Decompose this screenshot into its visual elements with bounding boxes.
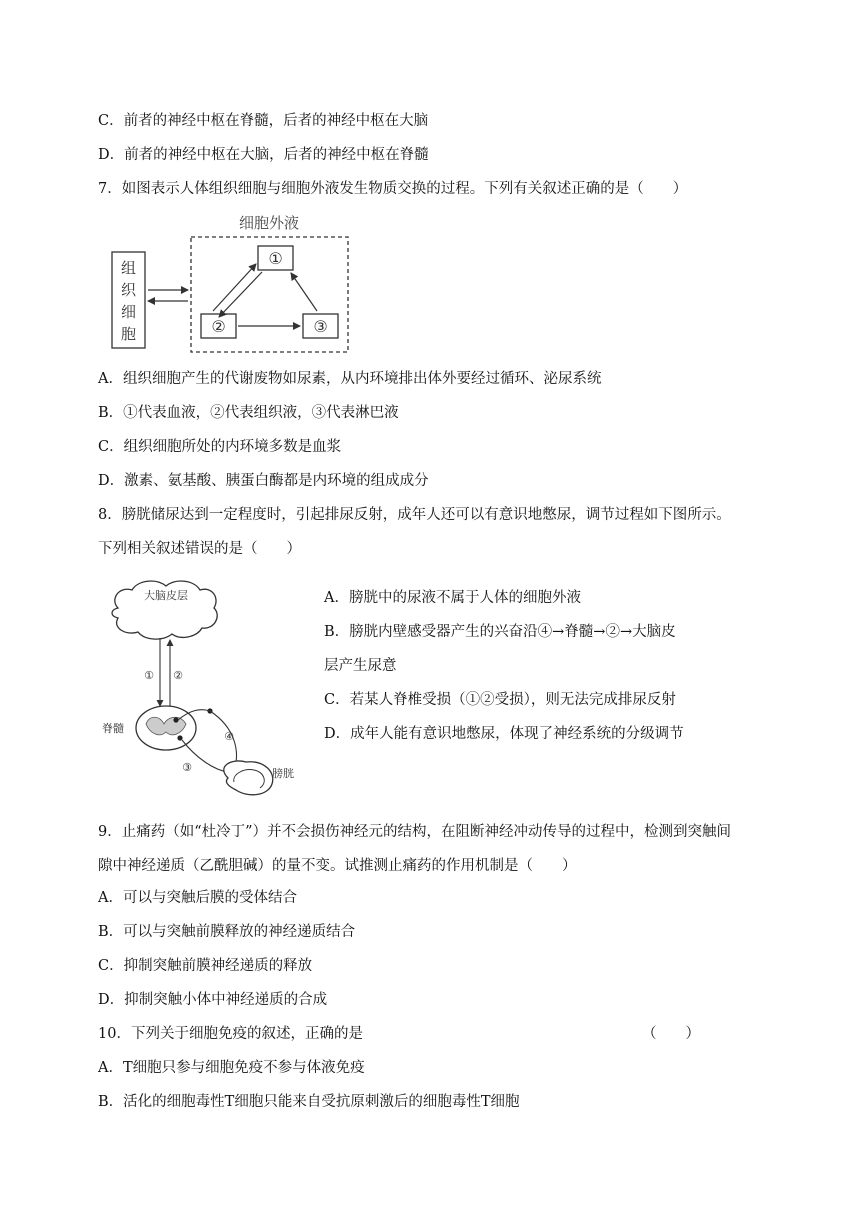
q8-option-d: D．成年人能有意识地憋尿，体现了神经系统的分级调节 <box>324 726 684 742</box>
q8-stem-line2: 下列相关叙述错误的是（ ） <box>98 541 301 557</box>
q9-stem-line2: 隙中神经递质（乙酰胆碱）的量不变。试推测止痛药的作用机制是（ ） <box>98 858 577 874</box>
q7-option-c: C．组织细胞所处的内环境多数是血浆 <box>98 439 342 455</box>
bladder-label: 膀胱 <box>272 767 294 780</box>
q8-option-a: A．膀胱中的尿液不属于人体的细胞外液 <box>324 590 581 606</box>
node-1-label: ① <box>268 249 283 268</box>
node-2-label: ② <box>211 317 226 336</box>
q8-stem-line1: 8．膀胱储尿达到一定程度时，引起排尿反射，成年人还可以有意识地憋尿，调节过程如下图所示。 <box>98 507 731 523</box>
q9-option-c: C．抑制突触前膜神经递质的释放 <box>98 958 313 974</box>
tissue-cell-char: 织 <box>120 281 137 299</box>
path-1-label: ① <box>144 669 154 682</box>
node-3-label: ③ <box>313 317 328 336</box>
q7-figure-exchange-diagram <box>110 208 355 358</box>
q6-option-c: C．前者的神经中枢在脊髓，后者的神经中枢在大脑 <box>98 113 429 129</box>
path-2-label: ② <box>173 669 183 682</box>
q10-answer-paren: （ ） <box>642 1026 700 1042</box>
q8-option-c: C．若某人脊椎受损（①②受损），则无法完成排尿反射 <box>324 692 676 708</box>
q8-figure-micturition-reflex <box>96 578 318 803</box>
q7-option-b: B．①代表血液，②代表组织液，③代表淋巴液 <box>98 405 399 421</box>
q9-stem-line1: 9．止痛药（如“杜冷丁”）并不会损伤神经元的结构，在阻断神经冲动传导的过程中，检测到突触间 <box>98 824 732 840</box>
q10-option-a: A．T细胞只参与细胞免疫不参与体液免疫 <box>98 1060 365 1076</box>
bladder-shape <box>224 761 273 795</box>
tissue-cell-char: 组 <box>120 259 137 277</box>
q8-option-b-line2: 层产生尿意 <box>324 658 397 674</box>
brain-cortex-label: 大脑皮层 <box>144 589 188 602</box>
q7-option-d: D．激素、氨基酸、胰蛋白酶都是内环境的组成成分 <box>98 473 429 489</box>
path-3-label: ③ <box>182 761 192 774</box>
q6-option-d: D．前者的神经中枢在大脑，后者的神经中枢在脊髓 <box>98 147 429 163</box>
path-4-label: ④ <box>224 730 234 743</box>
q9-option-d: D．抑制突触小体中神经递质的合成 <box>98 992 328 1008</box>
extracellular-fluid-label: 细胞外液 <box>238 214 300 232</box>
q7-option-a: A．组织细胞产生的代谢废物如尿素，从内环境排出体外要经过循环、泌尿系统 <box>98 371 602 387</box>
spinal-cord-label: 脊髓 <box>102 722 124 735</box>
q7-stem: 7．如图表示人体组织细胞与细胞外液发生物质交换的过程。下列有关叙述正确的是（ ） <box>98 181 688 197</box>
tissue-cell-char: 胞 <box>120 325 137 343</box>
q9-option-a: A．可以与突触后膜的受体结合 <box>98 890 297 906</box>
q10-stem: 10．下列关于细胞免疫的叙述，正确的是 <box>98 1026 363 1042</box>
q8-option-b-line1: B．膀胱内壁感受器产生的兴奋沿④→脊髓→②→大脑皮 <box>324 624 676 640</box>
q9-option-b: B．可以与突触前膜释放的神经递质结合 <box>98 924 356 940</box>
tissue-cell-char: 细 <box>120 303 137 321</box>
q10-option-b: B．活化的细胞毒性T细胞只能来自受抗原刺激后的细胞毒性T细胞 <box>98 1094 520 1110</box>
